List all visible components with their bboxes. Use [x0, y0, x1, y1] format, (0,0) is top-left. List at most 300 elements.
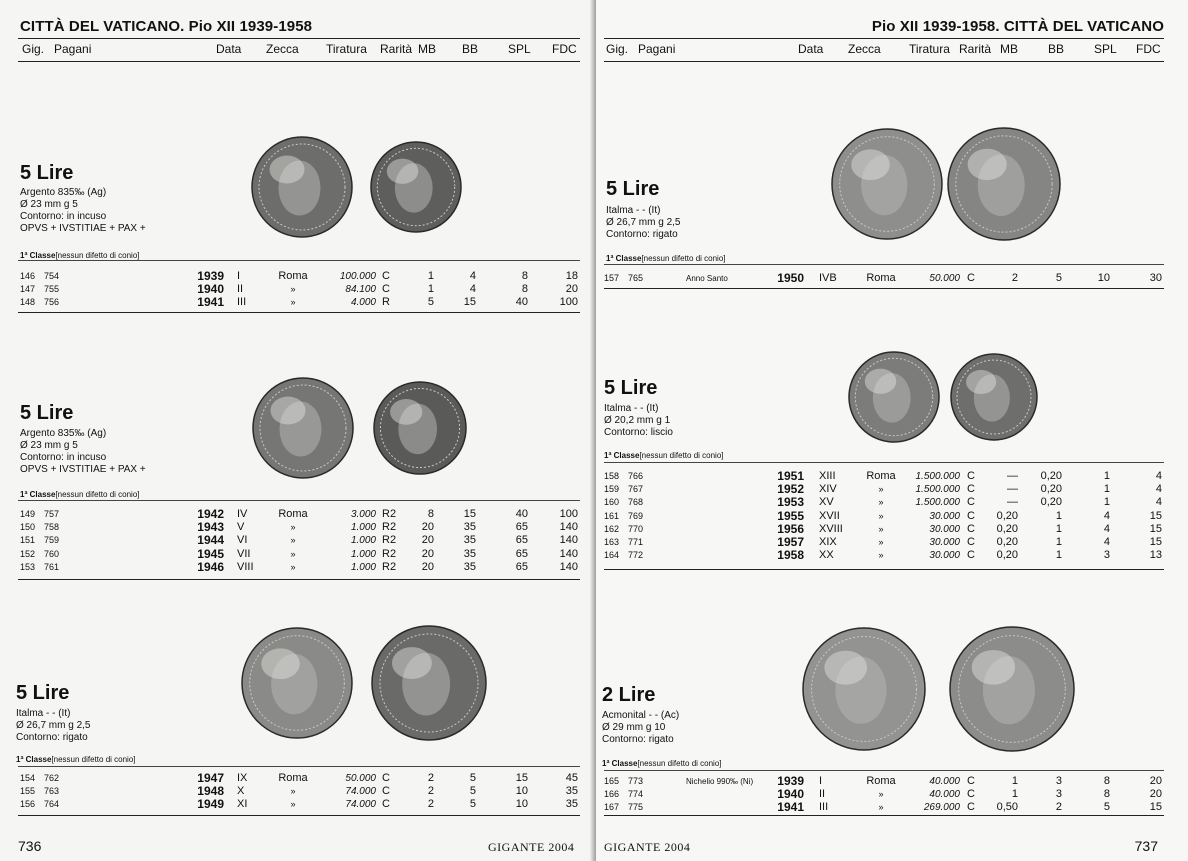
coin-spec-line: Contorno: in incuso — [20, 452, 107, 463]
cell-tiratura: 30.000 — [929, 550, 960, 562]
cell-zecca: » — [878, 789, 884, 800]
cell-spl: 65 — [515, 560, 528, 573]
section-rule-bottom — [604, 569, 1164, 570]
cell-mb: 20 — [421, 521, 434, 534]
cell-pagani: 763 — [44, 786, 60, 797]
cell-spl: 10 — [515, 798, 528, 811]
cell-year: 1941 — [197, 295, 224, 310]
cell-rar: C — [382, 270, 390, 282]
cell-zecca: Roma — [278, 508, 308, 520]
cell-roman: III — [819, 801, 829, 814]
cell-roman: I — [819, 775, 823, 787]
cell-roman: XX — [819, 549, 834, 562]
cell-rar: R2 — [382, 560, 397, 573]
cell-zecca: Roma — [866, 775, 896, 787]
cell-spl: 8 — [521, 283, 528, 296]
table-row — [596, 536, 1186, 549]
cell-fdc: 13 — [1149, 549, 1162, 562]
cell-mb: 0,20 — [996, 536, 1018, 548]
cell-tiratura: 30.000 — [929, 523, 960, 535]
table-row — [0, 508, 590, 521]
denomination-title: 2 Lire — [602, 684, 656, 706]
cell-zecca: » — [878, 510, 884, 521]
coin-spec-line: Italma - - (It) — [606, 205, 661, 216]
cell-tiratura: 3.000 — [350, 509, 376, 520]
cell-zecca: » — [878, 484, 884, 495]
cell-year: 1945 — [197, 546, 224, 561]
coin-spec-line: Ø 26,7 mm g 2,5 — [16, 720, 91, 731]
cell-pagani: 771 — [628, 537, 644, 547]
cell-tiratura: 1.000 — [350, 522, 376, 534]
cell-bb: 35 — [463, 547, 476, 560]
class-label-bold: 1ª Classe — [20, 251, 56, 260]
cell-tiratura: 100.000 — [339, 271, 376, 282]
cell-mb: 2 — [427, 798, 434, 811]
cell-mb: 20 — [421, 534, 434, 547]
class-label-bold: 1ª Classe — [16, 755, 52, 764]
cell-bb: 15 — [463, 508, 476, 520]
class-label-note: [nessun difetto di conio] — [641, 254, 726, 263]
cell-rar: C — [967, 536, 975, 548]
cell-gig: 153 — [20, 561, 36, 572]
column-header-9: SPL — [1094, 42, 1117, 56]
cell-rar: C — [967, 549, 975, 562]
cell-tiratura: 1.000 — [350, 548, 376, 560]
table-row — [0, 521, 590, 534]
cell-pagani: 760 — [44, 548, 60, 559]
cell-roman: XVIII — [819, 522, 843, 535]
denomination-title: 5 Lire — [20, 162, 74, 184]
cell-year: 1941 — [777, 800, 804, 815]
coin-reverse-image — [370, 624, 488, 742]
cell-gig: 167 — [604, 802, 620, 813]
class-label-note: [nessun difetto di conio] — [51, 755, 136, 764]
table-row — [596, 788, 1186, 801]
cell-rar: C — [382, 785, 390, 798]
cell-roman: III — [237, 296, 247, 309]
cell-bb: 5 — [1055, 272, 1062, 284]
cell-gig: 154 — [20, 773, 36, 783]
cell-bb: 5 — [469, 798, 476, 811]
cell-fdc: 140 — [559, 547, 578, 560]
table-row — [0, 548, 590, 561]
cell-rar: C — [967, 788, 975, 801]
cell-bb: 35 — [463, 534, 476, 547]
cell-fdc: 4 — [1155, 496, 1162, 509]
cell-roman: V — [237, 521, 245, 534]
cell-pagani: 754 — [44, 271, 60, 281]
cell-gig: 155 — [20, 786, 36, 797]
cell-rar: R — [382, 296, 390, 309]
cell-year: 1942 — [197, 507, 224, 521]
cell-year: 1953 — [777, 495, 804, 510]
cell-rar: C — [967, 272, 975, 284]
cell-tiratura: 1.500.000 — [915, 471, 960, 482]
cell-roman: I — [237, 270, 241, 282]
table-row — [0, 561, 590, 574]
coin-spec-line: Ø 26,7 mm g 2,5 — [606, 217, 681, 228]
cell-roman: XV — [819, 496, 834, 509]
cell-spl: 40 — [515, 296, 528, 309]
cell-roman: VI — [237, 534, 248, 547]
column-header-6: Rarità — [380, 42, 413, 56]
cell-gig: 156 — [20, 799, 36, 810]
cell-year: 1951 — [777, 469, 804, 483]
cell-roman: XI — [237, 798, 248, 811]
coin-spec-line: Ø 20,2 mm g 1 — [604, 415, 671, 426]
cell-rar: R2 — [382, 521, 397, 534]
table-row — [596, 523, 1186, 536]
coin-spec-line: Ø 29 mm g 10 — [602, 722, 666, 733]
cell-mb: — — [1007, 470, 1018, 482]
right-page-number: 737 — [1134, 838, 1158, 854]
cell-tiratura: 84.100 — [345, 284, 376, 296]
table-row — [0, 534, 590, 547]
cell-tiratura: 269.000 — [923, 802, 960, 814]
cell-fdc: 45 — [565, 772, 578, 784]
cell-pagani: 770 — [628, 523, 644, 534]
cell-pagani: 759 — [44, 535, 60, 546]
cell-zecca: Roma — [866, 470, 896, 482]
cell-bb: 1 — [1055, 549, 1062, 562]
cell-mb: — — [1007, 483, 1018, 496]
coin-specs — [20, 187, 146, 235]
cell-fdc: 4 — [1155, 483, 1162, 496]
table-row — [596, 470, 1186, 483]
coin-spec-line: Ø 23 mm g 5 — [20, 199, 78, 210]
cell-spl: 40 — [515, 508, 528, 520]
cell-pagani: 765 — [628, 273, 644, 283]
column-header-3: Data — [216, 42, 242, 56]
left-column-header — [18, 38, 580, 62]
cell-year: 1952 — [777, 482, 804, 497]
cell-roman: XIII — [819, 470, 836, 482]
class-label — [20, 490, 140, 499]
cell-gig: 165 — [604, 776, 620, 786]
cell-spl: 1 — [1103, 483, 1110, 496]
cell-roman: IV — [237, 508, 248, 520]
cell-zecca: » — [290, 522, 296, 533]
cell-fdc: 15 — [1149, 536, 1162, 548]
cell-spl: 5 — [1103, 801, 1110, 814]
cell-fdc: 20 — [565, 283, 578, 296]
cell-spl: 10 — [515, 785, 528, 798]
cell-gig: 149 — [20, 509, 36, 519]
table-row — [596, 483, 1186, 496]
coin-spec-line: Italma - - (It) — [16, 708, 71, 719]
section-rule-bottom — [18, 579, 580, 580]
cell-zecca: » — [290, 284, 296, 295]
cell-pagani: 775 — [628, 802, 644, 813]
cell-year: 1957 — [777, 535, 804, 549]
column-header-7: MB — [418, 42, 436, 56]
right-footer: GIGANTE 2004 — [604, 840, 691, 854]
cell-fdc: 20 — [1149, 788, 1162, 801]
right-column-header — [604, 38, 1164, 62]
cell-note: Nichelio 990‰ (Ni) — [686, 777, 754, 786]
class-label — [602, 759, 722, 768]
coin-reverse-image — [946, 126, 1062, 242]
cell-pagani: 762 — [44, 773, 60, 783]
coin-spec-line: Contorno: rigato — [16, 732, 88, 743]
cell-pagani: 764 — [44, 799, 60, 810]
coin-reverse-image — [369, 140, 463, 234]
coin-spec-line: Italma - - (It) — [604, 403, 659, 414]
cell-mb: 8 — [427, 508, 434, 520]
cell-zecca: » — [290, 297, 296, 308]
cell-tiratura: 1.000 — [350, 535, 376, 547]
table-row — [0, 283, 590, 296]
coin-spec-line: Contorno: liscio — [604, 427, 673, 438]
table-row — [0, 270, 590, 283]
cell-gig: 159 — [604, 484, 620, 495]
cell-rar: R2 — [382, 508, 397, 520]
cell-tiratura: 40.000 — [929, 789, 960, 801]
cell-fdc: 140 — [559, 534, 578, 547]
cell-gig: 164 — [604, 550, 620, 561]
cell-mb: — — [1007, 496, 1018, 509]
cell-gig: 166 — [604, 789, 620, 800]
cell-mb: 0,20 — [996, 509, 1018, 522]
cell-tiratura: 74.000 — [345, 786, 376, 798]
coin-specs — [20, 428, 146, 476]
cell-bb: 0,20 — [1040, 470, 1062, 482]
cell-spl: 3 — [1103, 549, 1110, 562]
cell-spl: 8 — [521, 270, 528, 282]
cell-rar: C — [967, 470, 975, 482]
cell-year: 1940 — [197, 282, 224, 297]
cell-bb: 5 — [469, 785, 476, 798]
left-footer: GIGANTE 2004 — [488, 840, 575, 854]
cell-fdc: 100 — [559, 508, 578, 520]
cell-spl: 65 — [515, 534, 528, 547]
cell-zecca: Roma — [278, 772, 308, 784]
table-row — [596, 549, 1186, 562]
cell-spl: 65 — [515, 521, 528, 534]
cell-pagani: 756 — [44, 297, 60, 308]
coin-obverse-image — [250, 135, 354, 239]
cell-spl: 15 — [515, 772, 528, 784]
cell-year: 1939 — [197, 269, 224, 283]
cell-zecca: » — [290, 786, 296, 797]
class-label-note: [nessun difetto di conio] — [637, 759, 722, 768]
coin-obverse-image — [830, 127, 944, 241]
cell-year: 1949 — [197, 797, 224, 812]
coin-specs — [604, 403, 673, 439]
cell-pagani: 758 — [44, 522, 60, 533]
class-label — [606, 254, 726, 263]
cell-tiratura: 50.000 — [929, 273, 960, 284]
cell-roman: X — [237, 785, 245, 798]
cell-zecca: » — [878, 550, 884, 561]
section-rule-bottom — [18, 815, 580, 816]
cell-mb: 1 — [1011, 775, 1018, 787]
cell-year: 1958 — [777, 548, 804, 563]
cell-mb: 1 — [1011, 788, 1018, 801]
cell-zecca: Roma — [866, 272, 896, 284]
cell-pagani: 757 — [44, 509, 60, 519]
cell-mb: 1 — [427, 270, 434, 282]
cell-spl: 65 — [515, 547, 528, 560]
cell-year: 1956 — [777, 521, 804, 536]
left-page-title: CITTÀ DEL VATICANO. Pio XII 1939-1958 — [20, 18, 313, 35]
section-rule-bottom — [604, 815, 1164, 816]
coin-specs — [16, 708, 90, 744]
cell-roman: IVB — [819, 272, 837, 284]
column-header-5: Tiratura — [909, 42, 950, 56]
cell-gig: 150 — [20, 522, 36, 533]
cell-spl: 4 — [1103, 536, 1110, 548]
class-label-note: [nessun difetto di conio] — [55, 251, 140, 260]
class-label-bold: 1ª Classe — [602, 759, 638, 768]
cell-bb: 4 — [469, 283, 476, 296]
table-row — [596, 775, 1186, 788]
cell-year: 1944 — [197, 533, 224, 548]
cell-roman: XVII — [819, 509, 840, 522]
coin-obverse-image — [847, 350, 941, 444]
class-label-bold: 1ª Classe — [606, 254, 642, 263]
cell-gig: 157 — [604, 273, 620, 283]
cell-mb: 20 — [421, 547, 434, 560]
cell-gig: 161 — [604, 510, 620, 521]
coin-specs — [602, 710, 679, 746]
coin-obverse-image — [240, 626, 354, 740]
column-header-1: Gig. — [606, 42, 629, 56]
coin-obverse-image — [251, 376, 355, 480]
cell-pagani: 768 — [628, 497, 644, 508]
cell-tiratura: 50.000 — [345, 773, 376, 784]
denomination-title: 5 Lire — [20, 402, 74, 424]
cell-bb: 1 — [1055, 509, 1062, 522]
coin-spec-line: OPVS + IVSTITIAE + PAX + — [20, 223, 146, 234]
cell-year: 1950 — [777, 271, 804, 285]
cell-mb: 2 — [427, 772, 434, 784]
cell-mb: 0,20 — [996, 549, 1018, 562]
cell-fdc: 4 — [1155, 470, 1162, 482]
cell-fdc: 15 — [1149, 509, 1162, 522]
table-row — [596, 496, 1186, 509]
left-page-number: 736 — [18, 838, 42, 854]
section-rule-bottom — [18, 312, 580, 313]
cell-rar: C — [967, 801, 975, 814]
cell-roman: VII — [237, 547, 251, 560]
class-label — [604, 451, 724, 460]
cell-spl: 8 — [1103, 788, 1110, 801]
cell-spl: 4 — [1103, 522, 1110, 535]
cell-tiratura: 4.000 — [350, 297, 376, 309]
cell-tiratura: 1.500.000 — [915, 497, 960, 509]
coin-spec-line: Argento 835‰ (Ag) — [20, 187, 107, 198]
cell-rar: C — [967, 483, 975, 496]
cell-pagani: 761 — [44, 561, 60, 572]
cell-pagani: 774 — [628, 789, 644, 800]
cell-spl: 1 — [1103, 496, 1110, 509]
cell-year: 1955 — [777, 508, 804, 523]
column-header-2: Pagani — [638, 42, 676, 56]
cell-gig: 152 — [20, 548, 36, 559]
column-header-9: SPL — [508, 42, 531, 56]
cell-roman: IX — [237, 772, 248, 784]
cell-fdc: 18 — [565, 270, 578, 282]
class-label — [20, 251, 140, 260]
cell-bb: 0,20 — [1040, 496, 1062, 509]
denomination-title: 5 Lire — [604, 377, 658, 399]
coin-reverse-image — [948, 625, 1076, 753]
table-row — [596, 801, 1186, 814]
cell-bb: 35 — [463, 521, 476, 534]
cell-zecca: » — [290, 799, 296, 810]
class-label-bold: 1ª Classe — [20, 490, 56, 499]
cell-roman: II — [237, 283, 244, 296]
cell-bb: 1 — [1055, 536, 1062, 548]
cell-roman: II — [819, 788, 826, 801]
cell-bb: 4 — [469, 270, 476, 282]
cell-rar: C — [967, 775, 975, 787]
cell-bb: 15 — [463, 296, 476, 309]
cell-gig: 148 — [20, 297, 36, 308]
coin-spec-line: Ø 23 mm g 5 — [20, 440, 78, 451]
section-rule-bottom — [604, 288, 1164, 289]
cell-spl: 4 — [1103, 509, 1110, 522]
coin-spec-line: Contorno: rigato — [602, 734, 674, 745]
cell-gig: 162 — [604, 523, 620, 534]
cell-gig: 160 — [604, 497, 620, 508]
column-header-8: BB — [462, 42, 479, 56]
cell-spl: 10 — [1097, 272, 1110, 284]
cell-mb: 0,20 — [996, 522, 1018, 535]
coin-reverse-image — [949, 352, 1039, 442]
section-rule-top — [604, 264, 1164, 265]
class-label-note: [nessun difetto di conio] — [639, 451, 724, 460]
cell-zecca: » — [878, 802, 884, 813]
cell-note: Anno Santo — [686, 274, 728, 283]
column-header-10: FDC — [552, 42, 577, 56]
cell-gig: 163 — [604, 537, 620, 547]
column-header-7: MB — [1000, 42, 1018, 56]
cell-spl: 1 — [1103, 470, 1110, 482]
cell-tiratura: 1.000 — [350, 561, 376, 573]
cell-mb: 2 — [1011, 272, 1018, 284]
cell-tiratura: 1.500.000 — [915, 484, 960, 496]
cell-fdc: 35 — [565, 798, 578, 811]
cell-roman: VIII — [237, 560, 254, 573]
cell-zecca: » — [290, 561, 296, 572]
table-row — [596, 510, 1186, 523]
cell-tiratura: 30.000 — [929, 537, 960, 548]
coin-reverse-image — [372, 380, 468, 476]
coin-specs — [606, 205, 680, 241]
table-row — [0, 785, 590, 798]
cell-mb: 1 — [427, 283, 434, 296]
class-label-bold: 1ª Classe — [604, 451, 640, 460]
cell-gig: 147 — [20, 284, 36, 295]
cell-pagani: 766 — [628, 471, 644, 481]
cell-zecca: » — [878, 523, 884, 534]
cell-fdc: 140 — [559, 560, 578, 573]
column-header-2: Pagani — [54, 42, 92, 56]
section-rule-top — [18, 766, 580, 767]
table-row — [596, 272, 1186, 285]
cell-fdc: 15 — [1149, 522, 1162, 535]
cell-bb: 3 — [1055, 788, 1062, 801]
section-rule-top — [18, 500, 580, 501]
cell-zecca: » — [290, 548, 296, 559]
cell-zecca: » — [878, 497, 884, 508]
cell-rar: R2 — [382, 534, 397, 547]
denomination-title: 5 Lire — [606, 178, 660, 200]
class-label — [16, 755, 136, 764]
cell-zecca: » — [290, 535, 296, 546]
